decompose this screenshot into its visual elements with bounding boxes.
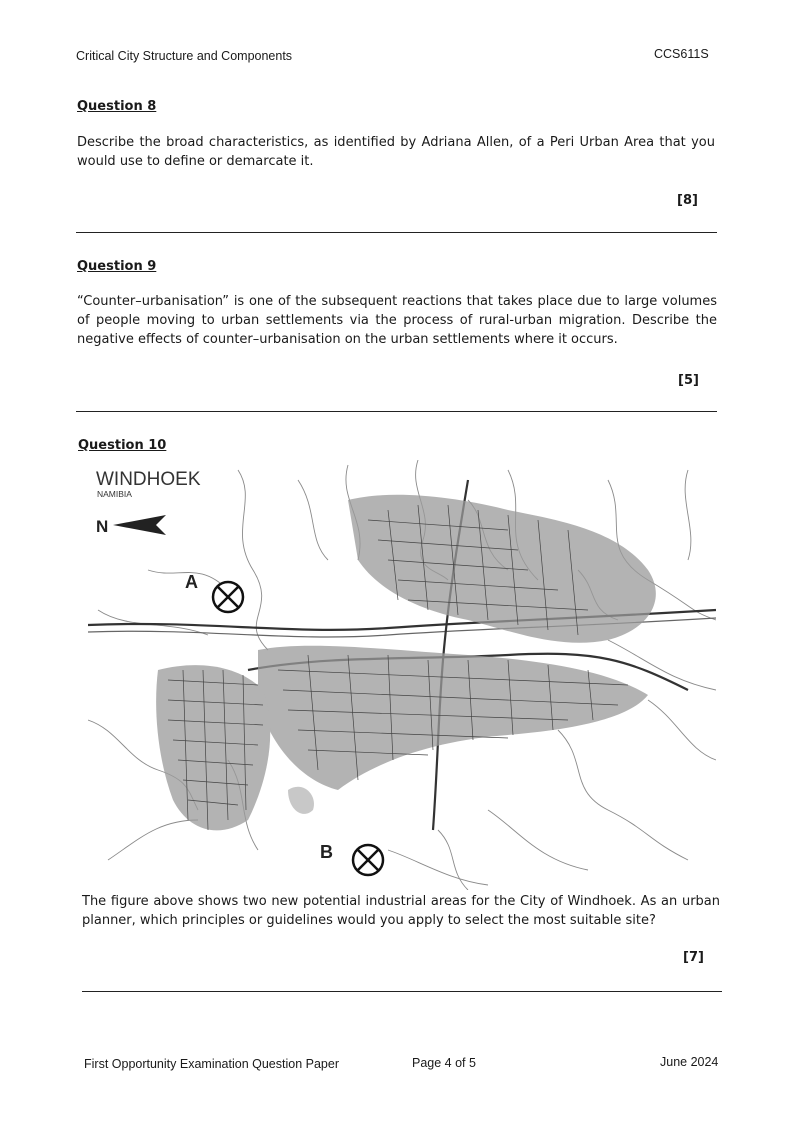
footer-paper-type: First Opportunity Examination Question Paper <box>84 1057 339 1071</box>
site-a-marker-icon <box>213 582 243 612</box>
course-code: CCS611S <box>654 47 709 61</box>
map-country-label: NAMIBIA <box>97 489 132 499</box>
divider <box>76 232 717 233</box>
site-a-label: A <box>185 572 198 592</box>
site-b-label: B <box>320 842 333 862</box>
site-b-marker-icon <box>353 845 383 875</box>
footer-page-number: Page 4 of 5 <box>412 1056 476 1070</box>
question-9-marks: [5] <box>678 373 699 388</box>
windhoek-map <box>88 460 716 890</box>
question-9-title: Question 9 <box>77 259 157 274</box>
question-10-marks: [7] <box>683 950 704 965</box>
question-9-text: “Counter–urbanisation” is one of the subsequent reactions that takes place due to large volumes of people moving to urban settlements via the process of rural-urban migration. Describe the negative effects of counter–urbanisation on the urban settlements where it occurs. <box>77 294 717 347</box>
footer-date: June 2024 <box>660 1055 719 1069</box>
map-city-title: WINDHOEK <box>96 469 201 490</box>
question-8-title: Question 8 <box>77 99 157 114</box>
question-8-text: Describe the broad characteristics, as identified by Adriana Allen, of a Peri Urban Area that you would use to define or demarcate it. <box>77 135 715 169</box>
divider <box>76 411 717 412</box>
course-title: Critical City Structure and Components <box>76 49 293 63</box>
question-8-marks: [8] <box>677 193 698 208</box>
divider <box>82 991 722 992</box>
question-10-title: Question 10 <box>78 438 167 453</box>
north-label: N <box>96 517 109 536</box>
question-10-text: The figure above shows two new potential industrial areas for the City of Windhoek. As an urban planner, which principles or guidelines would you apply to select the most suitable site? <box>82 894 720 928</box>
